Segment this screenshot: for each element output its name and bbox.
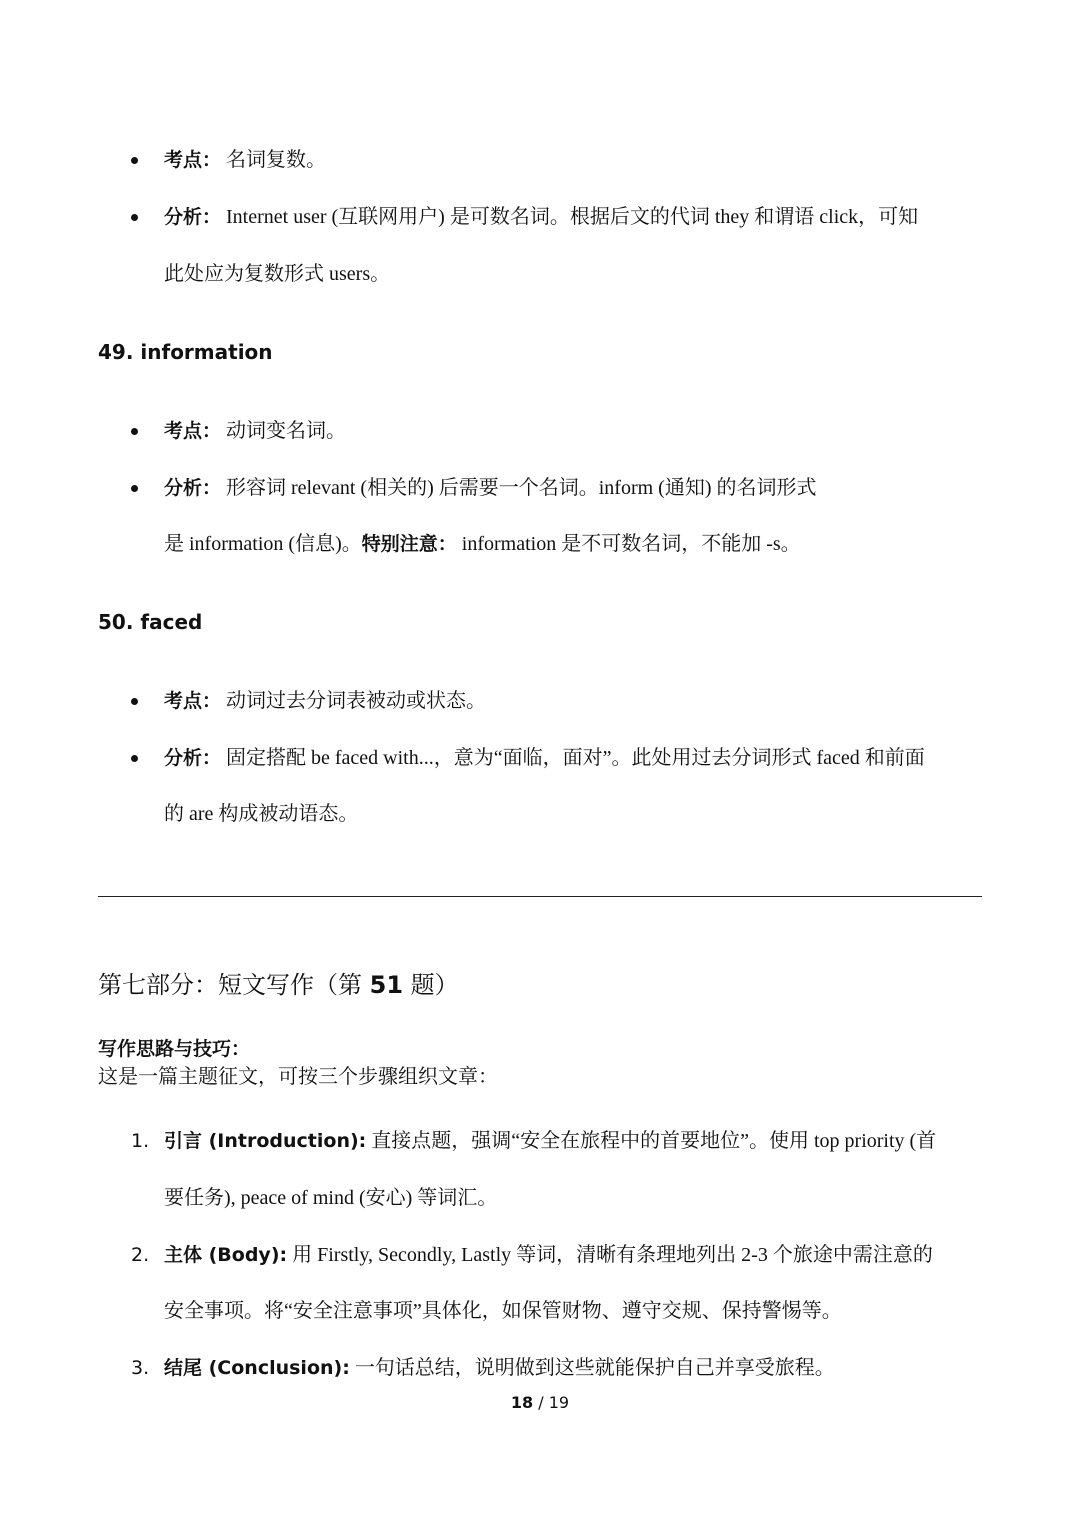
q50-analysis-line1 (164, 745, 925, 771)
horizontal-rule (98, 896, 982, 897)
q50-heading: 50. faced (98, 610, 203, 634)
page-separator: / (533, 1393, 549, 1412)
step-label: 引言 (Introduction): (164, 1130, 367, 1152)
writing-tips-label: 写作思路与技巧： (98, 1038, 251, 1060)
step-text: 一句话总结，说明做到这些就能保护自己并享受旅程。 (349, 1357, 835, 1379)
analysis-label: 分析： (164, 747, 222, 769)
q48-point (164, 147, 326, 173)
section-title-suffix: 题） (403, 971, 459, 999)
current-page: 18 (510, 1393, 534, 1412)
analysis-label: 分析： (164, 206, 222, 228)
section-title-prefix: 第七部分：短文写作（第 (98, 971, 370, 999)
step-1-line1 (164, 1128, 936, 1154)
step-number: 1. (131, 1130, 150, 1152)
q50-point (164, 688, 486, 714)
point-label: 考点： (164, 420, 222, 442)
writing-intro: 这是一篇主题征文，可按三个步骤组织文章： (98, 1066, 498, 1088)
section-title (98, 969, 459, 1001)
q49-analysis-line2 (164, 531, 801, 557)
analysis-text: 形容词 relevant (相关的) 后需要一个名词。inform (通知) 的名词形式 (226, 477, 817, 499)
bullet-icon (131, 485, 138, 492)
bullet-icon (131, 214, 138, 221)
step-number: 2. (131, 1244, 150, 1266)
bullet-icon (131, 428, 138, 435)
step-number: 3. (131, 1357, 150, 1379)
bullet-icon (131, 157, 138, 164)
point-text: 动词过去分词表被动或状态。 (226, 690, 487, 712)
step-2-line2: 安全事项。将“安全注意事项”具体化，如保管财物、遵守交规、保持警惕等。 (164, 1300, 842, 1322)
point-label: 考点： (164, 690, 222, 712)
analysis-text: 固定搭配 be faced with...，意为“面临，面对”。此处用过去分词形式 faced 和前面 (226, 747, 925, 769)
q49-analysis-line1 (164, 475, 817, 501)
analysis-text: Internet user (互联网用户) 是可数名词。根据后文的代词 they 和谓语 click，可知 (226, 206, 919, 228)
bullet-icon (131, 755, 138, 762)
point-label: 考点： (164, 149, 222, 171)
q50-analysis-line2: 的 are 构成被动语态。 (164, 803, 359, 825)
analysis-text: 是 information (信息)。 (164, 533, 362, 555)
q48-analysis-line2: 此处应为复数形式 users。 (164, 263, 391, 285)
step-text: 用 Firstly, Secondly, Lastly 等词，清晰有条理地列出 2-3 个旅途中需注意的 (287, 1244, 933, 1266)
point-text: 名词复数。 (226, 149, 327, 171)
section-title-number: 51 (369, 971, 404, 999)
note-label: 特别注意： (361, 533, 457, 555)
q49-heading: 49. information (98, 340, 273, 364)
page-number (0, 1392, 1080, 1414)
step-label: 结尾 (Conclusion): (164, 1357, 350, 1379)
step-text: 直接点题，强调“安全在旅程中的首要地位”。使用 top priority (首 (366, 1130, 937, 1152)
step-label: 主体 (Body): (164, 1244, 288, 1266)
point-text: 动词变名词。 (226, 420, 347, 442)
step-1-line2: 要任务), peace of mind (安心) 等词汇。 (164, 1187, 498, 1209)
analysis-text: information 是不可数名词，不能加 -s。 (456, 533, 801, 555)
step-2-line1 (164, 1242, 933, 1268)
q49-point (164, 418, 346, 444)
analysis-label: 分析： (164, 477, 222, 499)
step-3-line1 (164, 1355, 835, 1381)
bullet-icon (131, 698, 138, 705)
total-pages: 19 (548, 1393, 570, 1412)
q48-analysis-line1 (164, 204, 918, 230)
